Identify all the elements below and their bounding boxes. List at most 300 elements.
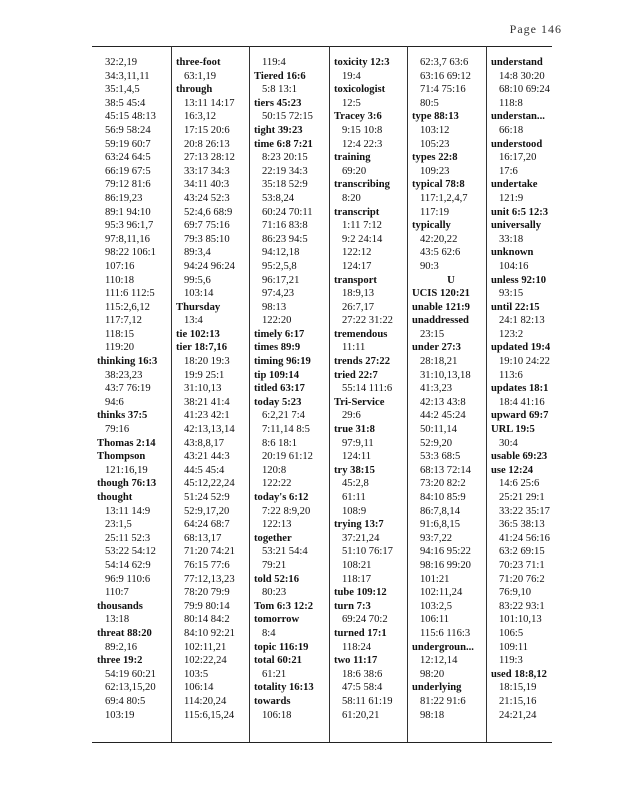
index-reference: 86:19,23 [105,192,143,204]
index-reference: 71:20 74:21 [184,546,235,558]
index-reference: 79:16 [105,424,130,436]
index-reference: 80:23 [262,587,287,599]
top-rule [92,46,552,47]
index-term: types 22:8 [412,152,458,164]
index-reference: 107:16 [105,260,135,272]
index-reference: 51:24 52:9 [184,492,230,503]
index-reference: 108:21 [342,559,372,571]
index-term: unit 6:5 12:3 [491,206,549,218]
index-reference: 16:17,20 [499,152,537,164]
index-reference: 8:20 [342,192,361,204]
index-reference: 106:18 [262,709,292,721]
index-reference: 7:11,14 8:5 [262,424,310,436]
index-term: topic 116:19 [254,641,309,653]
index-reference: 38:21 41:4 [184,396,230,408]
index-reference: 77:12,13,23 [184,573,235,585]
index-reference: 18:6 38:6 [342,668,383,680]
index-reference: 71:20 76:2 [499,573,545,585]
index-term: trends 27:22 [334,356,391,368]
index-term: toxicologist [334,84,386,96]
index-term: tie 102:13 [176,328,220,340]
index-term: understand [491,57,543,68]
index-term: Tri-Service [334,396,385,408]
index-reference: 113:6 [499,369,523,381]
index-reference: 111:6 112:5 [105,288,155,300]
index-reference: 43:5 62:6 [420,247,461,259]
index-term: thinking 16:3 [97,356,158,368]
index-reference: 95:2,5,8 [262,260,297,272]
index-reference: 84:10 92:21 [184,627,235,639]
index-term: tip 109:14 [254,369,300,381]
index-reference: 45:15 48:13 [105,111,156,123]
index-reference: 33:18 [499,233,524,245]
index-reference: 89:1 94:10 [105,206,151,218]
index-reference: 98:16 99:20 [420,559,471,571]
index-reference: 105:23 [420,138,450,150]
index-term: UCIS 120:21 [412,288,470,300]
index-term: unable 121:9 [412,301,470,313]
index-reference: 6:2,21 7:4 [262,410,305,422]
index-reference: 13:18 [105,614,130,626]
index-reference: 103:12 [420,124,450,136]
index-reference: 118:8 [499,97,523,109]
index-term: titled 63:17 [254,383,305,395]
index-reference: 43:24 52:3 [184,192,230,204]
index-reference: 78:20 79:9 [184,587,230,599]
index-reference: 64:24 68:7 [184,519,230,531]
index-reference: 25:21 29:1 [499,492,545,503]
index-term: undertake [491,179,538,191]
index-term: toxicity 12:3 [334,57,390,68]
index-reference: 115:2,6,12 [105,301,150,313]
index-term: tiers 45:23 [254,97,302,109]
index-term: three 19:2 [97,655,143,667]
index-reference: 70:23 71:1 [499,559,545,571]
index-reference: 93:7,22 [420,532,453,544]
index-term: times 89:9 [254,342,301,354]
index-reference: 103:19 [105,709,135,721]
index-term: timely 6:17 [254,328,305,340]
index-term: timing 96:19 [254,356,311,368]
index-reference: 37:21,24 [342,532,380,544]
index-term: transcript [334,206,380,218]
index-reference: 91:6,8,15 [420,519,461,531]
index-reference: 101:10,13 [499,614,542,626]
index-reference: 109:23 [420,165,450,177]
index-term: typically [412,220,451,232]
index-reference: 104:16 [499,260,529,272]
index-term: use 12:24 [491,464,534,476]
index-reference: 45:2,8 [342,478,369,490]
index-reference: 44:2 45:24 [420,410,466,422]
index-reference: 27:13 28:12 [184,152,235,164]
index-reference: 124:11 [342,451,372,463]
index-term: together [254,532,292,544]
index-reference: 80:5 [420,97,439,109]
index-term: transport [334,274,377,286]
index-reference: 11:11 [342,342,366,354]
index-reference: 62:13,15,20 [105,682,156,694]
index-term: understood [491,138,543,150]
index-reference: 61:11 [342,492,366,503]
index-reference: 56:9 58:24 [105,124,151,136]
index-reference: 63:1,19 [184,70,217,82]
index-term: totality 16:13 [254,682,314,694]
index-reference: 97:4,23 [262,288,295,300]
index-reference: 43:7 76:19 [105,383,151,395]
index-term: tier 18:7,16 [176,342,227,354]
index-reference: 31:10,13 [184,383,222,395]
index-term: transcribing [334,179,390,191]
index-reference: 24:21,24 [499,709,537,721]
index-reference: 34:11 40:3 [184,179,230,191]
index-reference: 19:4 [342,70,361,82]
index-reference: 102:22,24 [184,655,227,667]
index-term: turn 7:3 [334,600,371,612]
index-reference: 9:15 10:8 [342,124,383,136]
index-reference: 18:20 19:3 [184,356,230,368]
index-reference: 18:9,13 [342,288,375,300]
index-reference: 117:7,12 [105,315,142,327]
index-reference: 98:13 [262,301,287,313]
index-reference: 26:7,17 [342,301,375,313]
index-reference: 122:12 [342,247,372,259]
index-term: understan... [491,111,545,123]
index-reference: 61:21 [262,668,287,680]
index-term: under 27:3 [412,342,461,354]
index-reference: 109:11 [499,641,529,653]
index-term: URL 19:5 [491,424,535,436]
index-reference: 23:15 [420,328,445,340]
index-reference: 38:5 45:4 [105,97,146,109]
index-reference: 106:11 [420,614,450,626]
index-reference: 101:21 [420,573,450,585]
index-reference: 8:23 20:15 [262,152,308,164]
index-reference: 79:3 85:10 [184,233,230,245]
index-reference: 98:20 [420,668,445,680]
index-reference: 63:16 69:12 [420,70,471,82]
index-reference: 12:5 [342,97,361,109]
index-reference: 31:10,13,18 [420,369,471,381]
index-reference: 66:18 [499,124,524,136]
index-reference: 55:14 111:6 [342,383,393,395]
index-term: universally [491,220,542,232]
index-reference: 95:3 96:1,7 [105,220,154,232]
index-reference: 23:1,5 [105,519,132,531]
index-term: though 76:13 [97,478,157,490]
index-reference: 86:7,8,14 [420,505,461,517]
index-term: tube 109:12 [334,587,387,599]
index-term: tight 39:23 [254,124,303,136]
index-term: Thomas 2:14 [97,437,156,449]
index-reference: 24:1 82:13 [499,315,545,327]
index-reference: 108:9 [342,505,367,517]
index-term: used 18:8,12 [491,668,547,680]
index-reference: 14:8 30:20 [499,70,545,82]
index-reference: 86:23 94:5 [262,233,308,245]
index-reference: 96:9 110:6 [105,573,151,585]
index-reference: 42:20,22 [420,233,458,245]
index-reference: 52:9,17,20 [184,505,230,517]
bottom-rule [92,742,552,743]
index-reference: 122:13 [262,519,292,531]
index-reference: 53:8,24 [262,192,295,204]
index-reference: 66:19 67:5 [105,165,151,177]
index-reference: 1:11 7:12 [342,220,382,232]
index-reference: 98:22 106:1 [105,247,156,259]
index-reference: 13:4 [184,315,203,327]
index-reference: 94:16 95:22 [420,546,471,558]
index-term: upward 69:7 [491,410,549,422]
index-reference: 118:24 [342,641,372,653]
index-reference: 93:15 [499,288,524,300]
index-reference: 50:11,14 [420,424,457,436]
index-reference: 121:9 [499,192,524,204]
index-reference: 119:20 [105,342,135,354]
index-reference: 17:6 [499,165,518,177]
index-reference: 25:11 52:3 [105,532,151,544]
index-reference: 60:24 70:11 [262,206,313,218]
index-term: unknown [491,247,534,259]
index-term: time 6:8 7:21 [254,138,313,150]
index-reference: 9:2 24:14 [342,233,383,245]
index-reference: 80:14 84:2 [184,614,230,626]
index-reference: 106:5 [499,627,524,639]
index-term: try 38:15 [334,464,375,476]
index-reference: 30:4 [499,437,518,449]
index-reference: 118:15 [105,328,135,340]
index-reference: 45:12,22,24 [184,478,235,490]
index-reference: 122:22 [262,478,292,490]
index-column-1 [97,56,175,722]
index-reference: 103:5 [184,668,209,680]
index-reference: 5:8 13:1 [262,84,298,96]
index-term: Thursday [176,301,221,313]
index-reference: 123:2 [499,328,524,340]
page-label: Page 146 [509,22,562,36]
index-reference: 18:15,19 [499,682,537,694]
index-term: threat 88:20 [97,627,152,639]
index-reference: 117:19 [420,206,450,218]
index-term: tried 22:7 [334,369,378,381]
index-reference: 20:8 26:13 [184,138,230,150]
index-reference: 43:8,8,17 [184,437,225,449]
index-term: three-foot [176,57,221,68]
index-reference: 99:5,6 [184,274,211,286]
index-reference: 21:15,16 [499,695,537,707]
index-term: unless 92:10 [491,274,547,286]
index-reference: 42:13,13,14 [184,424,235,436]
index-reference: 41:24 56:16 [499,532,550,544]
index-term: thousands [97,600,143,612]
index-term: type 88:13 [412,111,459,123]
index-reference: 94:12,18 [262,247,300,259]
index-reference: 119:3 [499,655,523,667]
index-reference: 63:24 64:5 [105,152,151,164]
index-reference: 58:11 61:19 [342,695,393,707]
index-reference: 8:6 18:1 [262,437,298,449]
index-reference: 19:9 25:1 [184,369,225,381]
index-reference: 41:3,23 [420,383,453,395]
index-reference: 114:20,24 [184,695,227,707]
index-term: tremendous [334,328,388,340]
index-term: usable 69:23 [491,451,548,463]
index-term: updates 18:1 [491,383,549,395]
index-reference: 53:3 68:5 [420,451,461,463]
index-term: towards [254,695,291,707]
index-column-4 [334,56,412,722]
index-term: thinks 37:5 [97,410,148,422]
index-reference: 94:6 [105,396,124,408]
index-reference: 53:21 54:4 [262,546,308,558]
index-term: Tiered 16:6 [254,70,306,82]
index-term: updated 19:4 [491,342,551,354]
index-reference: 122:20 [262,315,292,327]
index-reference: 103:2,5 [420,600,453,612]
index-reference: 84:10 85:9 [420,492,466,503]
index-reference: 17:15 20:6 [184,124,230,136]
index-reference: 79:9 80:14 [184,600,230,612]
index-reference: 16:3,12 [184,111,217,123]
index-reference: 102:11,21 [184,641,227,653]
index-term: today 5:23 [254,396,302,408]
index-reference: 53:22 54:12 [105,546,156,558]
index-reference: 54:19 60:21 [105,668,156,680]
index-reference: 51:10 76:17 [342,546,393,558]
index-reference: 22:19 34:3 [262,165,308,177]
index-term: underlying [412,682,462,694]
index-reference: 110:7 [105,587,129,599]
index-reference: 102:11,24 [420,587,463,599]
index-column-3 [254,56,332,722]
index-reference: 124:17 [342,260,372,272]
index-reference: 35:1,4,5 [105,84,140,96]
index-reference: 103:14 [184,288,214,300]
index-reference: 29:6 [342,410,361,422]
index-reference: 71:4 75:16 [420,84,466,96]
index-reference: 41:23 42:1 [184,410,230,422]
index-term: today's 6:12 [254,492,309,503]
index-reference: 90:3 [420,260,439,272]
index-reference: 12:12,14 [420,655,458,667]
index-reference: 115:6 116:3 [420,627,471,639]
index-reference: 61:20,21 [342,709,380,721]
index-term: turned 17:1 [334,627,387,639]
index-reference: 54:14 62:9 [105,559,151,571]
index-reference: 38:23,23 [105,369,143,381]
index-reference: 79:12 81:6 [105,179,151,191]
index-reference: 89:2,16 [105,641,138,653]
index-reference: 7:22 8:9,20 [262,505,311,517]
index-reference: 68:13 72:14 [420,464,471,476]
index-reference: 32:2,19 [105,57,138,68]
index-reference: 68:13,17 [184,532,222,544]
index-reference: 19:10 24:22 [499,356,550,368]
index-reference: 97:9,11 [342,437,374,449]
index-reference: 69:4 80:5 [105,695,146,707]
index-reference: 81:22 91:6 [420,695,466,707]
index-reference: 76:9,10 [499,587,532,599]
index-column-5 [412,56,490,722]
index-term: Thompson [97,451,146,463]
index-reference: 27:22 31:22 [342,315,393,327]
index-reference: 96:17,21 [262,274,300,286]
index-reference: 52:9,20 [420,437,453,449]
index-term: undergroun... [412,641,474,653]
index-reference: 76:15 77:6 [184,559,230,571]
index-reference: 115:6,15,24 [184,709,235,721]
index-reference: 69:24 70:2 [342,614,388,626]
index-reference: 118:17 [342,573,372,585]
index-reference: 47:5 58:4 [342,682,383,694]
index-reference: 14:6 25:6 [499,478,540,490]
index-reference: 33:22 35:17 [499,505,550,517]
index-reference: 59:19 60:7 [105,138,151,150]
index-reference: 63:2 69:15 [499,546,545,558]
index-reference: 120:8 [262,464,287,476]
index-term: through [176,84,213,96]
index-reference: 73:20 82:2 [420,478,466,490]
index-reference: 28:18,21 [420,356,458,368]
index-reference: 68:10 69:24 [499,84,550,96]
index-term: true 31:8 [334,424,375,436]
index-term: training [334,152,371,164]
index-column-2 [176,56,254,722]
index-reference: 69:7 75:16 [184,220,230,232]
index-reference: 8:4 [262,627,276,639]
index-reference: 34:3,11,11 [105,70,150,82]
index-term: until 22:15 [491,301,540,313]
index-reference: 42:13 43:8 [420,396,466,408]
index-term: Tracey 3:6 [334,111,382,123]
index-term: unaddressed [412,315,469,327]
index-reference: 89:3,4 [184,247,211,259]
index-reference: 18:4 41:16 [499,396,545,408]
index-reference: 35:18 52:9 [262,179,308,191]
index-reference: 110:18 [105,274,135,286]
index-reference: 33:17 34:3 [184,165,230,177]
index-term: total 60:21 [254,655,302,667]
index-term: tomorrow [254,614,300,626]
index-reference: 117:1,2,4,7 [420,192,468,204]
index-reference: 71:16 83:8 [262,220,308,232]
index-term: two 11:17 [334,655,378,667]
index-term: trying 13:7 [334,519,384,531]
index-term: typical 78:8 [412,179,465,191]
index-reference: 36:5 38:13 [499,519,545,531]
index-reference: 94:24 96:24 [184,260,235,272]
index-reference: 69:20 [342,165,367,177]
index-reference: 119:4 [262,57,286,68]
index-reference: 97:8,11,16 [105,233,150,245]
index-reference: 52:4,6 68:9 [184,206,233,218]
index-term: thought [97,492,133,503]
index-reference: 20:19 61:12 [262,451,313,463]
index-reference: 50:15 72:15 [262,111,313,123]
index-reference: 121:16,19 [105,464,148,476]
index-reference: 13:11 14:9 [105,505,151,517]
index-reference: 98:18 [420,709,445,721]
index-reference: 12:4 22:3 [342,138,383,150]
index-reference: 13:11 14:17 [184,97,235,109]
index-reference: 44:5 45:4 [184,464,225,476]
index-reference: 106:14 [184,682,214,694]
index-term: Tom 6:3 12:2 [254,600,314,612]
index-term: told 52:16 [254,573,300,585]
section-letter: U [447,274,455,286]
index-reference: 62:3,7 63:6 [420,57,469,68]
index-reference: 79:21 [262,559,287,571]
